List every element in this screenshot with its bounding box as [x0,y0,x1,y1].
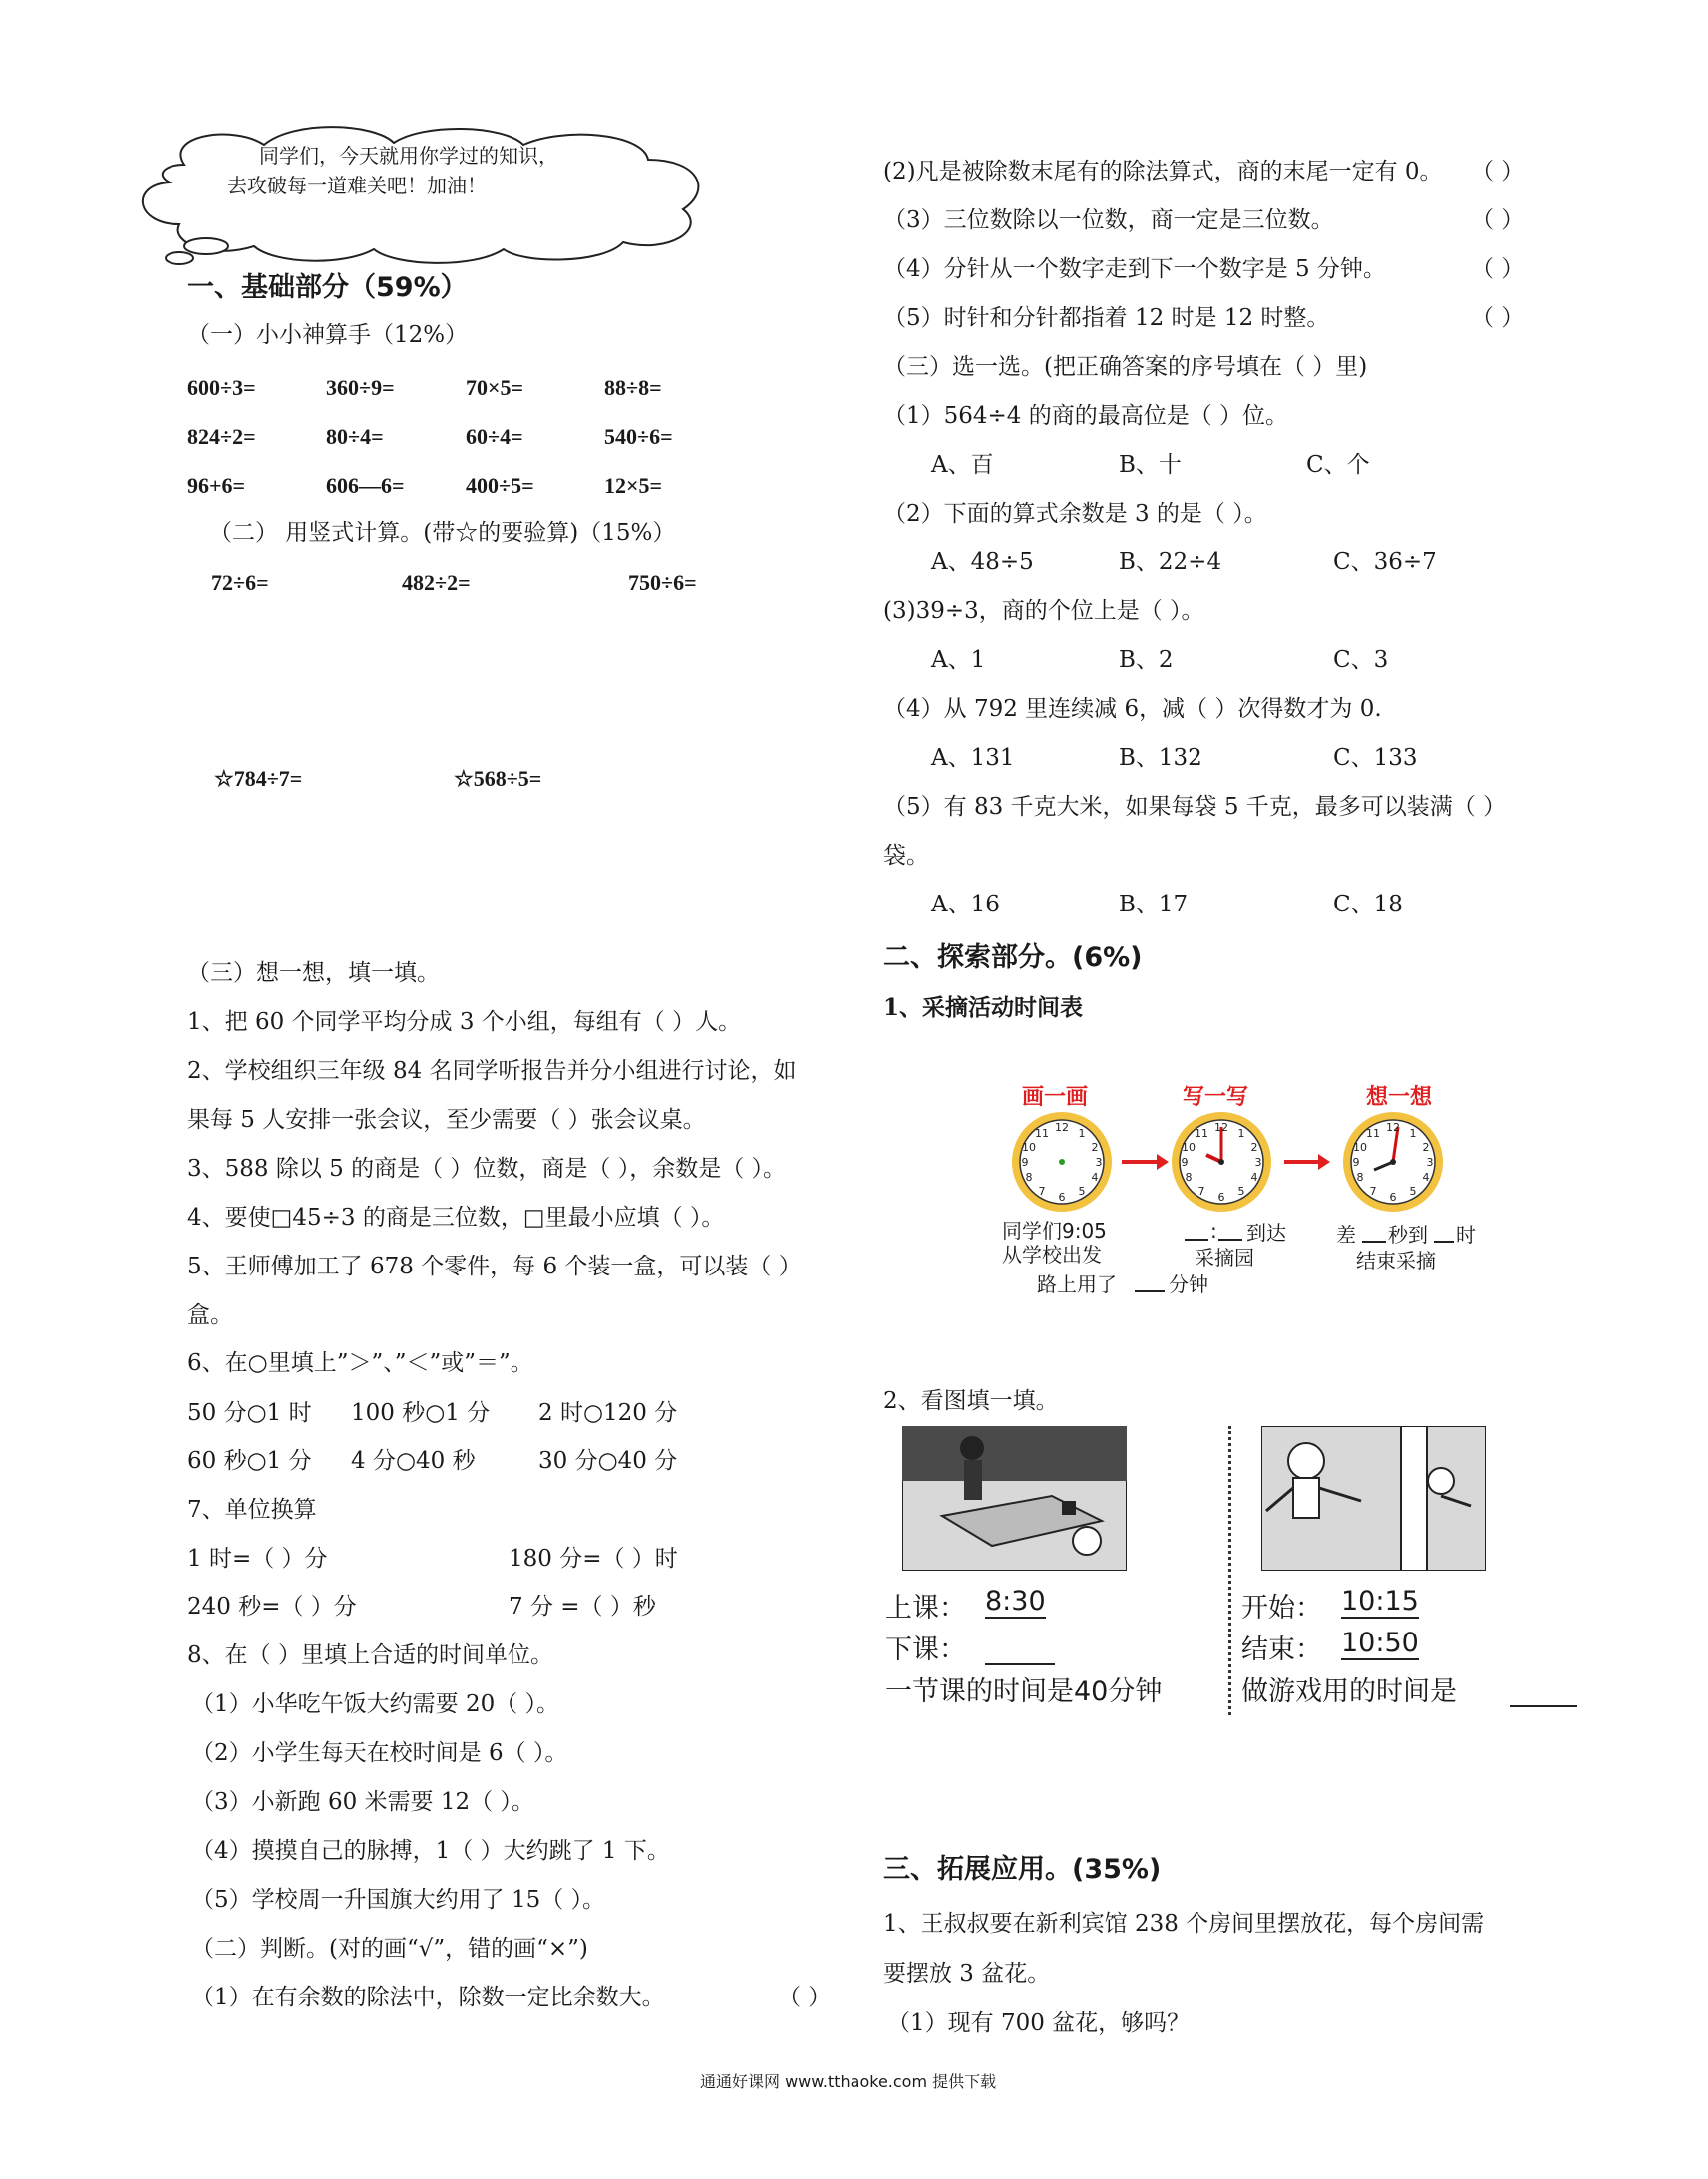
clock-label-write: 写一写 [1183,1085,1249,1110]
choose-option: C、133 [1333,745,1418,771]
clocks-svg [1007,1107,1466,1217]
vertical-calc-item: 750÷6= [628,570,697,595]
judge-item: （1）在有余数的除法中，除数一定比余数大。 [191,1985,665,2010]
fill-line: 4、要使□45÷3 的商是三位数，□里最小应填（ ）。 [187,1205,725,1231]
svg-text:5: 5 [1237,1185,1245,1198]
choose-question: （4）从 792 里连续减 6，减（ ）次得数才为 0. [883,696,1382,722]
svg-text:3: 3 [1095,1156,1103,1169]
clock1-caption: 路上用了 [1037,1272,1117,1296]
choose-option: A、16 [931,892,1000,917]
svg-text:1: 1 [1237,1127,1245,1140]
judge-item: （5）时针和分针都指着 12 时是 12 时整。 [883,305,1330,331]
calc-item: 606—6= [326,473,405,498]
panel-right-end-value: 10:50 [1341,1628,1419,1658]
svg-text:4: 4 [1422,1171,1430,1184]
apply-line: 要摆放 3 盆花。 [883,1961,1051,1987]
explore2-title: 2、看图填一填。 [883,1388,1059,1414]
judge-paren: （ ） [1471,256,1525,282]
clock-label-think: 想一想 [1366,1085,1433,1110]
svg-text:8: 8 [1185,1171,1193,1184]
svg-text:1: 1 [1078,1127,1086,1140]
compare-item: 2 时○120 分 [538,1400,678,1426]
svg-text:12: 12 [1055,1121,1069,1134]
calc-item: 540÷6= [604,424,673,449]
judge-paren: （ ） [778,1985,832,2010]
cloud-text-line1: 同学们，今天就用你学过的知识， [259,144,558,168]
blank-line [985,1663,1055,1665]
unit-item: 7 分 =（ ）秒 [509,1594,656,1620]
choose-option: C、18 [1333,892,1403,917]
panel-right-note: 做游戏用的时间是 [1241,1676,1457,1707]
time-unit-item: （4）摸摸自己的脉搏，1（ ）大约跳了 1 下。 [191,1838,670,1864]
svg-text:7: 7 [1038,1185,1046,1198]
svg-text:12: 12 [1214,1121,1228,1134]
classroom-illustration [902,1426,1127,1571]
panel-right-end-label: 结束： [1241,1634,1322,1665]
svg-text:2: 2 [1250,1141,1258,1154]
svg-text:10: 10 [1182,1141,1196,1154]
judge-paren: （ ） [1471,207,1525,233]
blank-line [1185,1239,1208,1241]
section3-title: 三、拓展应用。(35%) [883,1854,1162,1885]
explore1-title: 1、采摘活动时间表 [883,994,1084,1021]
compare-item: 50 分○1 时 [187,1400,312,1426]
playground-illustration [1261,1426,1486,1571]
choose-question: （5）有 83 千克大米，如果每袋 5 千克，最多可以装满（ ） [883,794,1507,820]
judge-paren: （ ） [1471,159,1525,184]
svg-text:12: 12 [1386,1121,1400,1134]
part1-title: （一）小小神算手（12%） [187,322,469,348]
svg-text:10: 10 [1353,1141,1367,1154]
time-unit-title: 8、在（ ）里填上合适的时间单位。 [187,1642,553,1668]
arrow-icon-1 [1122,1154,1169,1170]
judge-item: （4）分针从一个数字走到下一个数字是 5 分钟。 [883,256,1386,282]
blank-colon: : [1210,1219,1217,1243]
clock-label-draw: 画一画 [1022,1085,1089,1110]
choose-option: C、3 [1333,647,1389,673]
choose-question-cont: 袋。 [883,843,929,869]
compare-item: 30 分○40 分 [538,1448,678,1474]
fill-line: 6、在○里填上”＞”、”＜”或”＝”。 [187,1350,533,1376]
compare-item: 100 秒○1 分 [351,1400,491,1426]
fill-line: 5、王师傅加工了 678 个零件，每 6 个装一盒，可以装（ ） [187,1254,802,1279]
fill-line: 盒。 [187,1302,233,1328]
time-unit-item: （3）小新跑 60 米需要 12（ ）。 [191,1789,534,1815]
choose-option: A、百 [931,452,994,478]
svg-text:2: 2 [1422,1141,1430,1154]
choose-option: A、131 [931,745,1015,771]
cloud-text-line2: 去攻破每一道难关吧！加油！ [227,174,487,197]
blank-line [1434,1241,1454,1243]
panel-left-end-label: 下课： [885,1634,966,1665]
clock3-caption: 时 [1456,1223,1476,1247]
clock3-caption: 结束采摘 [1356,1249,1436,1272]
calc-item: 600÷3= [187,375,256,400]
svg-text:11: 11 [1195,1127,1208,1140]
judge-title: （二）判断。(对的画“√”，错的画“×”) [191,1936,588,1962]
fill-line: 果每 5 人安排一张会议，至少需要（ ）张会议桌。 [187,1107,706,1133]
clock1-caption: 同学们9:05 [1002,1219,1107,1243]
blank-line [1135,1290,1165,1292]
blank-line [1362,1241,1386,1243]
svg-text:10: 10 [1022,1141,1036,1154]
vertical-calc-item: 482÷2= [402,570,471,595]
panel-left-note: 一节课的时间是40分钟 [885,1676,1163,1707]
choose-option: A、1 [931,647,986,673]
svg-text:6: 6 [1058,1191,1066,1204]
fill-line: 1、把 60 个同学平均分成 3 个小组，每组有（ ）人。 [187,1009,742,1035]
judge-item: (2)凡是被除数末尾有的除法算式，商的末尾一定有 0。 [883,159,1443,184]
svg-text:11: 11 [1035,1127,1049,1140]
choose-option: C、36÷7 [1333,549,1437,575]
vertical-calc-item: ☆568÷5= [454,766,542,791]
section1-title: 一、基础部分（59%） [187,272,468,303]
footer-credit: 通通好课网 www.tthaoke.com 提供下载 [700,2072,997,2091]
fill-line: 2、学校组织三年级 84 名同学听报告并分小组进行讨论，如 [187,1058,797,1084]
calc-item: 60÷4= [466,424,523,449]
panel-right-start-label: 开始： [1241,1593,1322,1624]
choose-question: （2）下面的算式余数是 3 的是（ ）。 [883,501,1267,527]
calc-item: 70×5= [466,375,524,400]
svg-text:9: 9 [1021,1156,1029,1169]
svg-text:1: 1 [1409,1127,1417,1140]
calc-item: 360÷9= [326,375,395,400]
choose-title: （三）选一选。(把正确答案的序号填在（ ）里) [883,354,1368,380]
choose-option: B、2 [1119,647,1174,673]
choose-option: B、十 [1119,452,1182,478]
panel-right-start-value: 10:15 [1341,1586,1419,1617]
judge-paren: （ ） [1471,305,1525,331]
panel-left-start-value: 8:30 [985,1586,1046,1617]
time-unit-item: （1）小华吃午饭大约需要 20（ ）。 [191,1691,560,1717]
choose-question: （1）564÷4 的商的最高位是（ ）位。 [883,403,1289,429]
calc-item: 400÷5= [466,473,534,498]
svg-text:9: 9 [1352,1156,1360,1169]
svg-text:7: 7 [1197,1185,1205,1198]
compare-item: 4 分○40 秒 [351,1448,476,1474]
section2-title: 二、探索部分。(6%) [883,942,1143,973]
apply-line: 1、王叔叔要在新利宾馆 238 个房间里摆放花，每个房间需 [883,1911,1485,1937]
svg-text:2: 2 [1091,1141,1099,1154]
arrow-icon-2 [1284,1154,1330,1170]
svg-text:3: 3 [1254,1156,1262,1169]
clock2-caption: 采摘园 [1195,1246,1254,1270]
panel-divider [1228,1426,1231,1715]
calc-item: 88÷8= [604,375,662,400]
svg-text:4: 4 [1250,1171,1258,1184]
calc-item: 96+6= [187,473,246,498]
clock2-caption: 到达 [1246,1221,1286,1245]
calc-item: 12×5= [604,473,663,498]
fill-line: 3、588 除以 5 的商是（ ）位数，商是（ ），余数是（ ）。 [187,1156,787,1182]
blank-line [1218,1239,1242,1241]
svg-text:9: 9 [1181,1156,1189,1169]
choose-option: B、17 [1119,892,1189,917]
unit-item: 180 分=（ ）时 [509,1546,678,1572]
svg-text:11: 11 [1366,1127,1380,1140]
svg-text:8: 8 [1025,1171,1033,1184]
time-unit-item: （2）小学生每天在校时间是 6（ ）。 [191,1740,568,1766]
time-unit-item: （5）学校周一升国旗大约用了 15（ ）。 [191,1887,606,1913]
clock1-caption: 从学校出发 [1002,1243,1102,1267]
choose-question: (3)39÷3，商的个位上是（ ）。 [883,598,1204,624]
calc-item: 80÷4= [326,424,384,449]
calc-item: 824÷2= [187,424,256,449]
svg-text:8: 8 [1356,1171,1364,1184]
svg-text:6: 6 [1389,1191,1397,1204]
clock1-caption: 分钟 [1169,1272,1208,1296]
apply-question: （1）现有 700 盆花，够吗？ [887,2010,1191,2036]
choose-option: B、132 [1119,745,1202,771]
compare-item: 60 秒○1 分 [187,1448,312,1474]
svg-text:5: 5 [1409,1185,1417,1198]
vertical-calc-item: 72÷6= [211,570,269,595]
vertical-calc-item: ☆784÷7= [214,766,303,791]
clock3-caption: 差 [1336,1223,1356,1247]
judge-item: （3）三位数除以一位数，商一定是三位数。 [883,207,1334,233]
panel-left-start-label: 上课： [885,1593,966,1624]
svg-text:3: 3 [1426,1156,1434,1169]
svg-text:6: 6 [1217,1191,1225,1204]
svg-text:7: 7 [1369,1185,1377,1198]
unit-item: 240 秒=（ ）分 [187,1594,357,1620]
part2-title: （二） 用竖式计算。(带☆的要验算)（15%） [209,520,676,545]
unit-title: 7、单位换算 [187,1497,317,1523]
part3-title: （三）想一想，填一填。 [187,960,440,986]
svg-text:5: 5 [1078,1185,1086,1198]
svg-text:4: 4 [1091,1171,1099,1184]
choose-option: B、22÷4 [1119,549,1222,575]
choose-option: A、48÷5 [931,549,1034,575]
blank-line [1510,1705,1577,1707]
choose-option: C、个 [1306,452,1370,478]
unit-item: 1 时=（ ）分 [187,1546,328,1572]
clock3-caption: 秒到 [1388,1223,1428,1247]
